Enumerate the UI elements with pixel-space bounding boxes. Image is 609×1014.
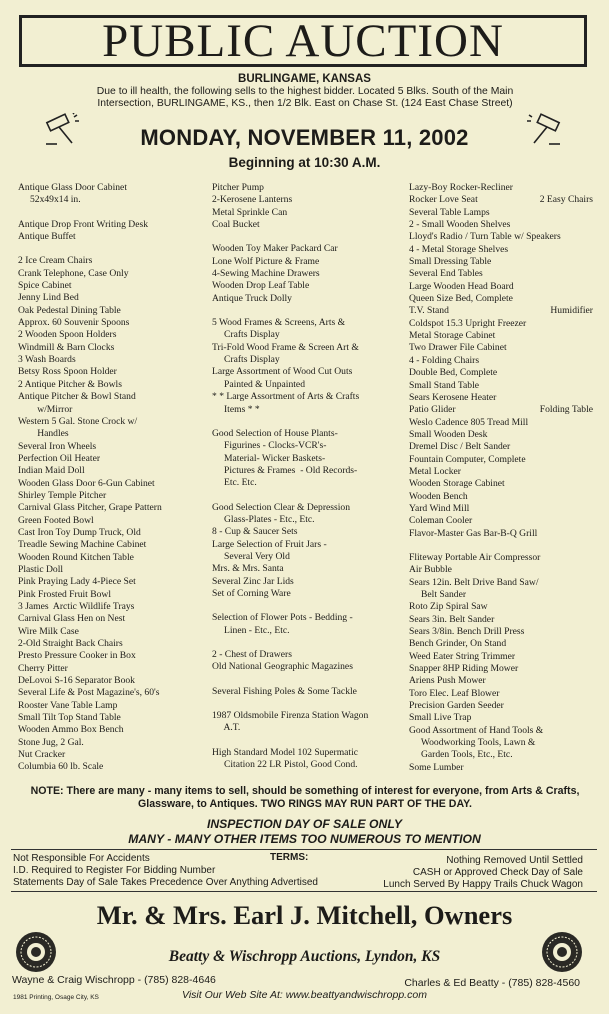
sale-item: Small Tilt Top Stand Table	[18, 712, 121, 724]
sale-item: Dremel Disc / Belt Sander	[409, 441, 511, 453]
sale-item: Wire Milk Case	[18, 625, 79, 637]
terms-left	[13, 853, 318, 888]
location-heading: BURLINGAME, KANSAS	[238, 73, 371, 85]
sale-item: Treadle Sewing Machine Cabinet	[18, 539, 147, 551]
sale-item: Weed Eater String Trimmer	[409, 650, 516, 662]
sale-item: Fliteway Portable Air Compressor	[409, 551, 541, 563]
sale-item: Metal Sprinkle Can	[212, 206, 288, 218]
sale-item: Woodworking Tools, Lawn &	[409, 737, 536, 749]
phone-left: Wayne & Craig Wischropp - (785) 828-4646	[12, 974, 216, 986]
sale-item: Pink Frosted Fruit Bowl	[18, 588, 112, 600]
auction-date: MONDAY, NOVEMBER 11, 2002	[140, 125, 469, 150]
sale-item: Mrs. & Mrs. Santa	[212, 563, 284, 575]
sale-item: Several Life & Post Magazine's, 60's	[18, 687, 160, 699]
sale-item: 4-Sewing Machine Drawers	[212, 268, 320, 280]
sale-item: Crank Telephone, Case Only	[18, 267, 129, 279]
inspection-notice	[0, 817, 609, 847]
sale-item: Wooden Glass Door 6-Gun Cabinet	[18, 477, 155, 489]
sale-item: Material- Wicker Baskets-	[212, 452, 326, 464]
sale-item: * * Large Assortment of Arts & Crafts	[212, 391, 360, 403]
auctioneers-heading: Beatty & Wischropp Auctions, Lyndon, KS	[168, 948, 441, 965]
sale-item: Pink Praying Lady 4-Piece Set	[18, 576, 136, 588]
sale-item: Air Bubble	[409, 564, 452, 576]
sale-item: Presto Pressure Cooker in Box	[18, 650, 136, 662]
sale-item: Small Live Trap	[409, 712, 472, 724]
sale-item: Pictures & Frames - Old Records-	[212, 464, 358, 476]
sale-item: Sears 3in. Belt Sander	[409, 613, 495, 625]
sale-item: Wooden Round Kitchen Table	[18, 551, 134, 563]
sale-item: Windmill & Barn Clocks	[18, 341, 115, 353]
sale-item: 3 James Arctic Wildlife Trays	[18, 601, 135, 612]
item-gap	[212, 600, 406, 612]
start-time: Beginning at 10:30 A.M.	[228, 155, 381, 170]
sale-item: Small Wooden Desk	[409, 428, 488, 440]
sale-item: Betsy Ross Spoon Holder	[18, 366, 117, 378]
sale-item: 3 Wash Boards	[18, 354, 76, 366]
items-column-2	[212, 182, 406, 771]
sale-item: High Standard Model 102 Supermatic	[212, 746, 359, 758]
sale-item: 2 Ice Cream Chairs	[18, 255, 93, 267]
sale-item: 1987 Oldsmobile Firenza Station Wagon	[212, 710, 369, 722]
terms-line: Lunch Served By Happy Trails Chuck Wagon	[383, 878, 583, 890]
owners-heading: Mr. & Mrs. Earl J. Mitchell, Owners	[96, 900, 513, 930]
sale-item: Flavor-Master Gas Bar-B-Q Grill	[409, 527, 538, 539]
sale-item: Sears Kerosene Heater	[409, 391, 497, 403]
sale-item: Shirley Temple Pitcher	[18, 489, 107, 501]
sale-item: Pitcher Pump	[212, 182, 264, 193]
item-gap	[212, 735, 406, 747]
sale-item: Crafts Display	[212, 354, 280, 366]
sale-item: Several Table Lamps	[409, 206, 490, 218]
sale-item: Indian Maid Doll	[18, 465, 85, 477]
sale-item: Painted & Unpainted	[212, 378, 305, 390]
sale-item-part: Rocker Love Seat	[409, 194, 478, 206]
sale-item: 2-Old Straight Back Chairs	[18, 638, 123, 650]
sale-item-part: Folding Table	[539, 404, 593, 416]
sale-item: Snapper 8HP Riding Mower	[409, 663, 519, 675]
sale-item: Toro Elec. Leaf Blower	[409, 687, 500, 699]
sale-item: Spice Cabinet	[18, 280, 72, 292]
sale-item: 2 - Small Wooden Shelves	[409, 219, 511, 231]
sale-item: Antique Pitcher & Bowl Stand	[18, 391, 136, 403]
sale-item: Coleman Cooler	[409, 515, 473, 527]
sale-item: Good Selection Clear & Depression	[212, 501, 351, 513]
sale-item: Garden Tools, Etc., Etc.	[409, 749, 513, 761]
sale-item: Western 5 Gal. Stone Crock w/	[18, 415, 138, 427]
terms-line: CASH or Approved Check Day of Sale	[412, 866, 583, 878]
sale-item: Weslo Cadence 805 Tread Mill	[409, 416, 529, 428]
sale-item: w/Mirror	[18, 403, 73, 415]
items-column-1	[18, 182, 208, 774]
sale-item: Double Bed, Complete	[409, 367, 498, 379]
sale-item	[409, 404, 593, 416]
phone-right: Charles & Ed Beatty - (785) 828-4560	[404, 977, 580, 989]
sale-item: Stone Jug, 2 Gal.	[18, 736, 84, 748]
sale-item: 2 Wooden Spoon Holders	[18, 329, 117, 341]
item-gap	[409, 540, 593, 552]
intro-line: Due to ill health, the following sells to the highest bidder. Located 5 Blks. South of the Main	[96, 86, 514, 97]
sale-item: Lloyd's Radio / Turn Table w/ Speakers	[409, 231, 561, 243]
sale-item: Set of Corning Ware	[212, 587, 291, 599]
sale-item-part: T.V. Stand	[409, 305, 449, 317]
item-gap	[212, 490, 406, 502]
sale-item: 2 Antique Pitcher & Bowls	[18, 378, 122, 390]
sale-item: Perfection Oil Heater	[18, 452, 101, 464]
sale-item: Wooden Bench	[409, 490, 468, 502]
sale-item: Old National Geographic Magazines	[212, 661, 353, 673]
sale-item: Small Dressing Table	[409, 256, 492, 268]
sale-item: Some Lumber	[409, 761, 464, 773]
inspection-line: INSPECTION DAY OF SALE ONLY	[206, 817, 403, 831]
sale-item: Coal Bucket	[212, 219, 260, 231]
sale-item: Etc. Etc.	[212, 477, 257, 489]
divider	[11, 849, 597, 850]
sale-item: Roto Zip Spiral Saw	[409, 601, 488, 613]
sale-item: Several Very Old	[212, 550, 290, 562]
sale-item: Yard Wind Mill	[409, 502, 470, 514]
sale-item: Glass-Plates - Etc., Etc.	[212, 513, 315, 525]
sale-item: Lazy-Boy Rocker-Recliner	[409, 182, 513, 193]
terms-line: I.D. Required to Register For Bidding Number	[13, 864, 216, 876]
sale-item: Wooden Toy Maker Packard Car	[212, 243, 338, 255]
sale-item: Tri-Fold Wood Frame & Screen Art &	[212, 341, 359, 353]
sale-item	[409, 305, 593, 317]
sale-item: Precision Garden Seeder	[409, 700, 504, 712]
sale-item-part: Patio Glider	[409, 404, 456, 416]
items-column-3	[409, 182, 593, 774]
printer-credit: 1981 Printing, Osage City, KS	[13, 994, 99, 1001]
sale-item: Good Assortment of Hand Tools &	[409, 724, 544, 736]
sale-item: Metal Locker	[409, 465, 461, 477]
sale-item: Large Selection of Fruit Jars -	[212, 538, 327, 550]
website-line: Visit Our Web Site At: www.beattyandwischropp.com	[182, 989, 427, 1001]
sale-item: Citation 22 LR Pistol, Good Cond.	[212, 759, 358, 771]
terms-line: Statements Day of Sale Takes Precedence Over Anything Advertised	[13, 876, 318, 888]
sale-item: Sears 3/8in. Bench Drill Press	[409, 626, 525, 638]
item-gap	[18, 243, 208, 255]
sale-item: Approx. 60 Souvenir Spoons	[18, 317, 130, 329]
sale-item: Handles	[18, 428, 69, 440]
sale-item: 4 - Folding Chairs	[409, 354, 480, 366]
sale-item: 8 - Cup & Saucer Sets	[212, 526, 298, 538]
auction-title: PUBLIC AUCTION	[19, 15, 587, 67]
sale-item-part: Humidifier	[550, 305, 593, 317]
item-gap	[212, 698, 406, 710]
sale-item: Nut Cracker	[18, 749, 66, 761]
sale-item: Ariens Push Mower	[409, 675, 486, 687]
sale-item: Carnival Glass Pitcher, Grape Pattern	[18, 502, 162, 514]
sale-item: Jenny Lind Bed	[18, 292, 79, 304]
sale-item: Metal Storage Cabinet	[409, 330, 496, 342]
sale-item: Bench Grinder, On Stand	[409, 638, 507, 650]
sale-item: Several Zinc Jar Lids	[212, 575, 294, 587]
sale-item: 2-Kerosene Lanterns	[212, 194, 293, 206]
sale-item: Lone Wolf Picture & Frame	[212, 255, 320, 267]
divider	[11, 891, 597, 892]
sale-item: Antique Truck Dolly	[212, 292, 292, 304]
sale-item: Cast Iron Toy Dump Truck, Old	[18, 526, 141, 538]
sale-item: 2 - Chest of Drawers	[212, 649, 292, 660]
sale-item: Selection of Flower Pots - Bedding -	[212, 612, 353, 624]
sale-item: Several End Tables	[409, 268, 483, 280]
terms-line: Not Responsible For Accidents	[13, 853, 150, 864]
sale-item: Linen - Etc., Etc.	[212, 624, 290, 636]
item-gap	[212, 231, 406, 243]
sale-item: Cherry Pitter	[18, 662, 68, 674]
inspection-line: MANY - MANY OTHER ITEMS TOO NUMEROUS TO MENTION	[128, 832, 481, 846]
sale-item: Antique Buffet	[18, 231, 76, 243]
sale-item: Plastic Doll	[18, 563, 64, 575]
sale-item: Wooden Ammo Box Bench	[18, 724, 124, 736]
item-gap	[212, 416, 406, 428]
sale-item: Antique Drop Front Writing Desk	[18, 218, 149, 230]
sale-item: Green Footed Bowl	[18, 514, 94, 526]
sale-item: Antique Glass Door Cabinet	[18, 182, 127, 193]
sale-item: DeLovoi S-16 Separator Book	[18, 675, 135, 687]
sale-item: 52x49x14 in.	[18, 194, 81, 206]
sale-item: Small Stand Table	[409, 379, 480, 391]
sale-item: A.T.	[212, 722, 241, 734]
sale-item	[409, 194, 593, 206]
sale-item: Carnival Glass Hen on Nest	[18, 613, 126, 625]
sale-item: Columbia 60 lb. Scale	[18, 761, 104, 773]
sale-item: Large Wooden Head Board	[409, 280, 514, 292]
sale-item: Belt Sander	[409, 589, 467, 600]
terms-line: Nothing Removed Until Settled	[446, 855, 583, 866]
intro-text	[20, 86, 590, 110]
sale-item: Two Drawer File Cabinet	[409, 342, 507, 354]
terms-right	[383, 855, 583, 890]
sale-item: Figurines - Clocks-VCR's-	[212, 440, 327, 452]
sale-item: Crafts Display	[212, 329, 280, 341]
sale-item: Rooster Vane Table Lamp	[18, 699, 118, 711]
sale-item: Several Iron Wheels	[18, 440, 97, 452]
sale-item: 5 Wood Frames & Screens, Arts &	[212, 317, 346, 329]
sale-item: Large Assortment of Wood Cut Outs	[212, 366, 353, 378]
sale-item: Several Fishing Poles & Some Tackle	[212, 685, 357, 697]
sale-item: Wooden Storage Cabinet	[409, 478, 505, 490]
item-gap	[18, 207, 208, 219]
item-gap	[212, 674, 406, 686]
sale-item: Queen Size Bed, Complete	[409, 293, 513, 305]
item-gap	[212, 305, 406, 317]
sale-item: Oak Pedestal Dining Table	[18, 304, 121, 316]
note-text: NOTE: There are many - many items to sell, should be something of interest for everyone, from Arts & Crafts, Glassware, to Antiques. TWO RINGS MAY RUN PART OF THE DAY.	[30, 785, 580, 810]
terms-heading: TERMS:	[270, 852, 309, 863]
item-gap	[212, 637, 406, 649]
sale-item: Coldspot 15.3 Upright Freezer	[409, 317, 527, 329]
sale-item: Sears 12in. Belt Drive Band Saw/	[409, 576, 539, 588]
intro-line: Intersection, BURLINGAME, KS., then 1/2 Blk. East on Chase St. (124 East Chase Street)	[97, 98, 513, 109]
sale-item-part: 2 Easy Chairs	[539, 194, 593, 206]
sale-item: Items * *	[212, 403, 260, 415]
sale-item: 4 - Metal Storage Shelves	[409, 243, 509, 255]
sale-item: Good Selection of House Plants-	[212, 427, 338, 439]
sale-item: Wooden Drop Leaf Table	[212, 280, 310, 292]
sale-item: Fountain Computer, Complete	[409, 453, 526, 465]
